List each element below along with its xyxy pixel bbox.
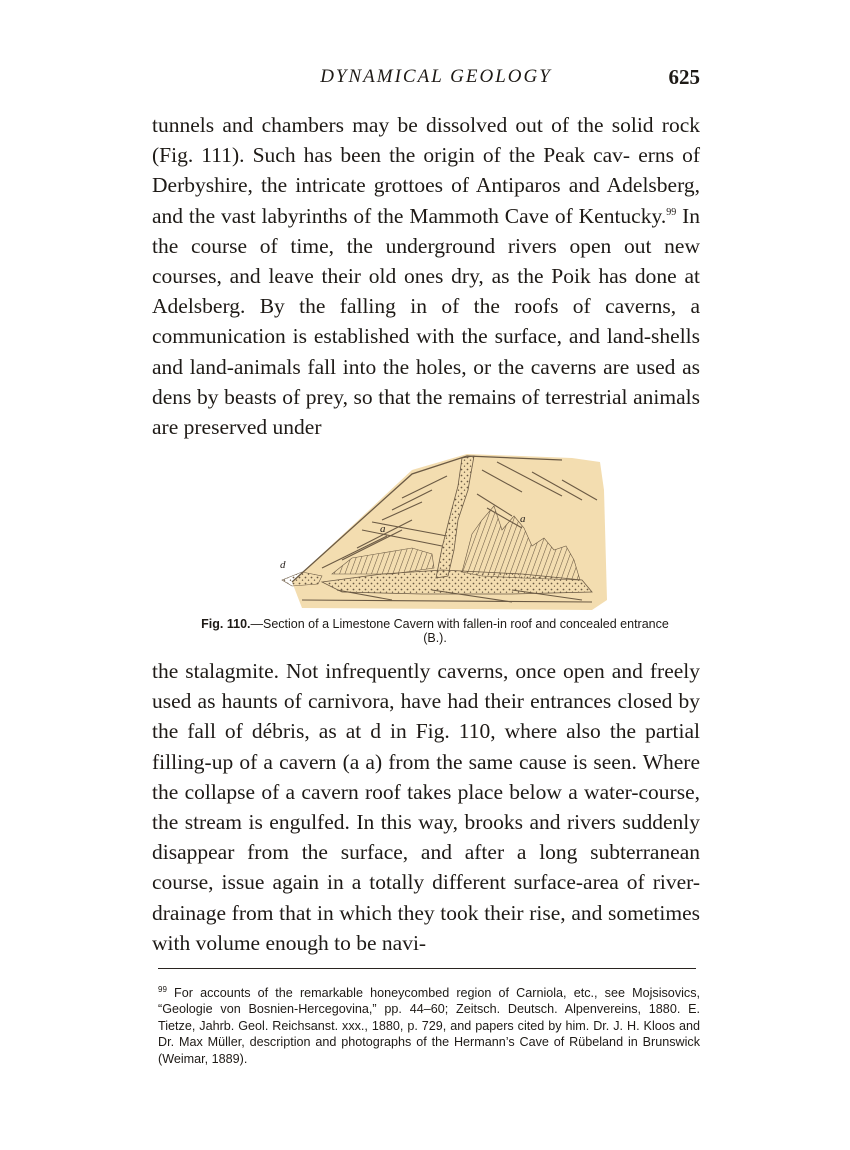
text-line: In the course of time, the underground xyxy=(152,203,700,258)
text-line: their rise, and sometimes with volume enough to be navi- xyxy=(152,900,700,955)
text-line: freely used as haunts of carnivora, have had their entrances xyxy=(152,659,701,714)
text-line: Adelsberg, and the vast labyrinths of the Mammoth Cave xyxy=(152,173,700,228)
text-line: rock (Fig. 111). Such has been the origin of the Peak cav- xyxy=(152,113,700,168)
cavern-section-illustration xyxy=(262,450,607,615)
text-line: as the Poik has done at Adelsberg. By the falling in of xyxy=(152,264,701,319)
footnote-line: photographs of the Hermann’s Cave of Rübeland in Brunswick (Weimar, 1889). xyxy=(158,1035,701,1066)
page-number: 625 xyxy=(668,65,700,89)
text-line: a water-course, the stream is engulfed. In this way, brooks xyxy=(152,779,701,835)
label-a-left: a xyxy=(380,523,386,535)
paragraph-top xyxy=(152,110,700,442)
footnote-rule xyxy=(158,968,696,969)
footnote xyxy=(158,985,700,1067)
text-line: that the remains of terrestrial animals are preserved under xyxy=(152,384,700,440)
footnote-line: Mojsisovics, “Geologie von Bosnien-Hercegovina,” pp. 44–60; Zeitsch. Deutsch. xyxy=(158,986,701,1017)
figure-cavern-section xyxy=(262,450,607,615)
paragraph-bottom xyxy=(152,656,700,958)
text-line: the stalagmite. Not infrequently caverns, once open and xyxy=(152,659,643,683)
label-a-right: a xyxy=(520,513,526,525)
footnote-line: For accounts of the remarkable honeycombed region of Carniola, etc., see xyxy=(166,986,625,1000)
footnote-line: Alpenvereins, 1880. E. Tietze, Jahrb. Geol. Reichsanst. xxx., 1880, p. 729, xyxy=(158,1002,701,1033)
text-line: and rivers suddenly disappear from the surface, and after a xyxy=(152,810,701,865)
caption-text: —Section of a Limestone Cavern with fallen-in roof and concealed entrance (B.). xyxy=(250,617,669,645)
footnote-reference[interactable]: 99 xyxy=(666,206,677,218)
figure-caption xyxy=(200,617,670,645)
body-text-top xyxy=(152,110,700,442)
text-line: surface-area of river-drainage from that in which they took xyxy=(152,870,701,925)
text-line: erns of Derbyshire, the intricate grottoes of Antiparos and xyxy=(152,143,701,198)
text-line: closed by the fall of débris, as at d in Fig. 110, where also xyxy=(152,689,701,744)
body-text-bottom xyxy=(152,656,700,958)
text-line: the surface, and land-shells and land-animals fall into the xyxy=(152,324,701,379)
text-line: tunnels and chambers may be dissolved out of the solid xyxy=(152,113,654,137)
running-header xyxy=(152,62,700,92)
text-line: holes, or the caverns are used as dens by beasts of prey, so xyxy=(152,354,700,409)
text-line: long subterranean course, issue again in a totally different xyxy=(152,840,701,895)
text-line: seen. Where the collapse of a cavern roof takes place below xyxy=(152,749,700,804)
text-line: of Kentucky. xyxy=(554,203,667,228)
text-line: the roofs of caverns, a communication is established with xyxy=(152,294,700,349)
running-title: DYNAMICAL GEOLOGY xyxy=(320,66,552,87)
text-line: rivers open out new courses, and leave their old ones dry, xyxy=(152,233,700,289)
label-d: d xyxy=(280,559,286,571)
footnote-line: and papers cited by him. Dr. J. H. Kloos and Dr. Max Müller, description and xyxy=(158,1018,701,1050)
caption-label: Fig. 110. xyxy=(201,617,251,631)
text-line: the partial filling-up of a cavern (a a) from the same cause is xyxy=(152,719,701,774)
footnote-number: 99 xyxy=(158,984,167,994)
